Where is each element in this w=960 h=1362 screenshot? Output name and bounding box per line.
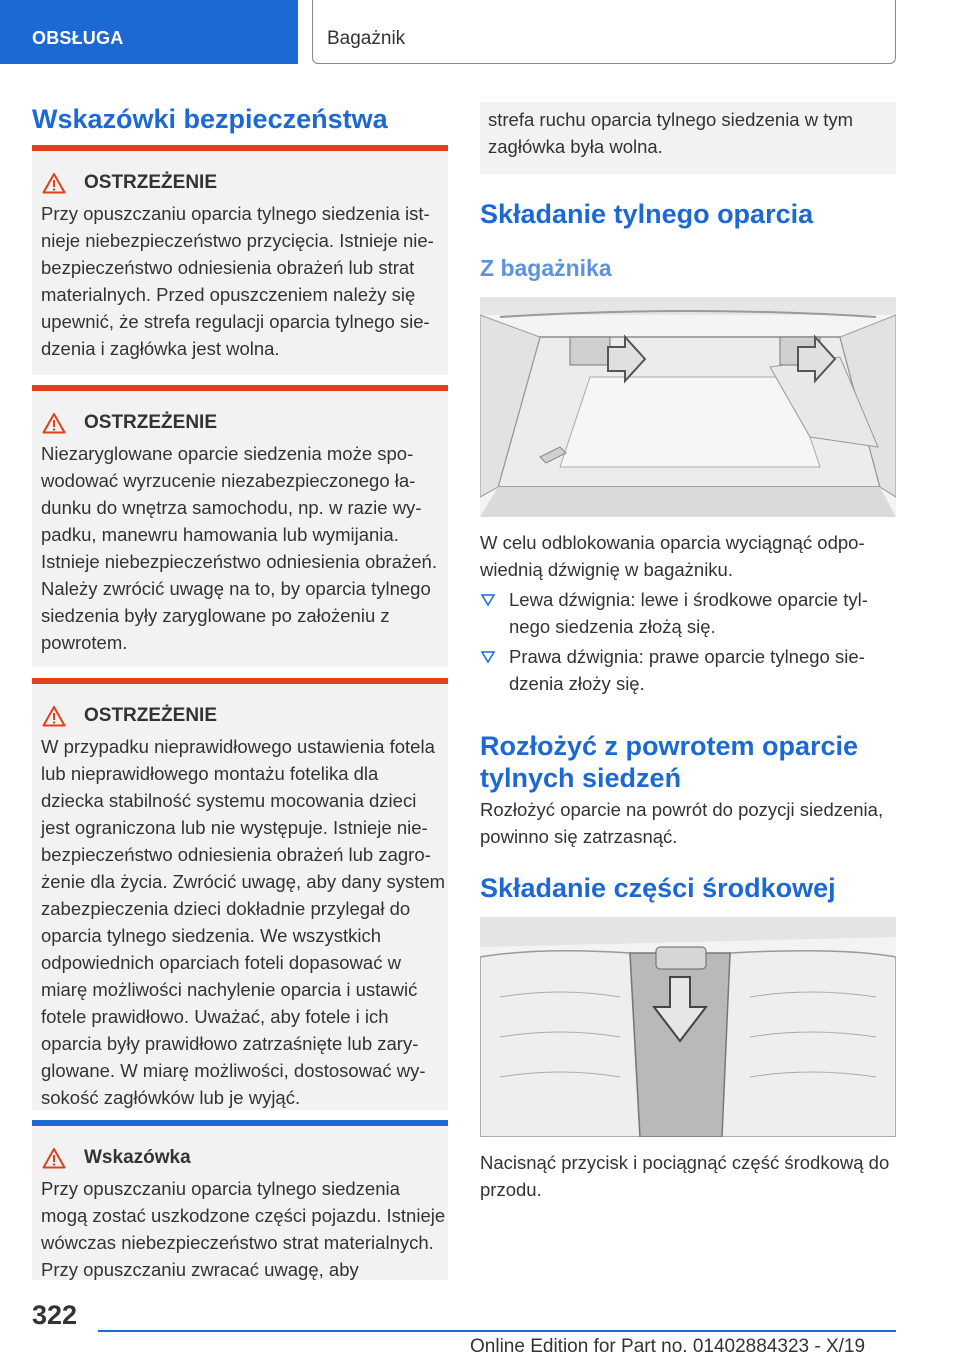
warning-triangle-icon xyxy=(42,172,66,194)
list-item-text: Lewa dźwignia: lewe i środkowe oparcie tylnego siedzenia złożą się. xyxy=(509,589,868,637)
note-text: Przy opuszczaniu oparcia tylnego siedzenia mogą zostać uszkodzone części pojazdu. Istnieje wówczas niebezpieczeństwo strat materialnych. Przy opuszczaniu zwracać uwagę, aby xyxy=(41,1178,446,1280)
rear-seat-illustration xyxy=(480,917,896,1137)
trunk-illustration xyxy=(480,297,896,517)
warning-box-1 xyxy=(32,145,448,375)
continued-text: strefa ruchu oparcia tylnego siedzenia w tym zagłówka była wolna. xyxy=(488,109,854,157)
list-item-text: Prawa dźwignia: prawe oparcie tylnego siedzenia złoży się. xyxy=(509,646,865,694)
center-armrest-image xyxy=(480,917,896,1137)
folding-heading: Składanie tylnego oparcia xyxy=(480,199,814,229)
center-paragraph: Nacisnąć przycisk i pociągnąć część środkową do przodu. xyxy=(480,1152,890,1200)
page-number: 322 xyxy=(32,1300,78,1330)
from-trunk-subheading: Z bagażnika xyxy=(480,255,612,281)
safety-heading: Wskazówki bezpieczeństwa xyxy=(32,104,388,134)
warning-bar xyxy=(32,145,448,151)
warning-triangle-icon xyxy=(42,412,66,434)
warning-title: OSTRZEŻENIE xyxy=(84,172,218,193)
edition-text: Online Edition for Part no. 01402884323 - X/19 xyxy=(470,1336,866,1357)
warning-box-2 xyxy=(32,385,448,667)
note-bar xyxy=(32,1120,448,1126)
warning-title: OSTRZEŻENIE xyxy=(84,412,218,433)
warning-title: OSTRZEŻENIE xyxy=(84,705,218,726)
note-box xyxy=(32,1120,448,1280)
chapter-header xyxy=(312,0,896,64)
warning-box-3 xyxy=(32,678,448,1110)
warning-triangle-icon xyxy=(42,705,66,727)
warning-bar xyxy=(32,385,448,391)
bullet-triangle-icon xyxy=(480,649,496,665)
bullet-triangle-icon xyxy=(480,592,496,608)
unfold-heading: Rozłożyć z powrotem oparcie tylnych siedzeń xyxy=(480,731,859,793)
warning-text: Przy opuszczaniu oparcia tylnego siedzenia istnieje niebezpieczeństwo przycięcia. Istnieje niebezpieczeństwo odniesienia obrażeń lub strat materialnych. Przed opuszczeniem należy się upewnić, że strefa regulacji oparcia tylnego siedzenia i zagłówka jest wolna. xyxy=(41,203,434,359)
warning-text: Niezaryglowane oparcie siedzenia może spowodować wyrzucenie niezabezpieczonego ładunku do wnętrza samochodu, np. w razie wypadku, manewru hamowania lub wymijania. Istnieje niebezpieczeństwo odniesienia obrażeń. Należy zwrócić uwagę na to, by oparcia tylnego siedzenia były zaryglowane po założeniu z powrotem. xyxy=(41,443,437,653)
unlock-paragraph: W celu odblokowania oparcia wyciągnąć odpowiednią dźwignię w bagażniku. xyxy=(480,532,865,580)
chapter-label: Bagażnik xyxy=(327,28,406,49)
warning-triangle-icon xyxy=(42,1147,66,1169)
unfold-paragraph: Rozłożyć oparcie na powrót do pozycji siedzenia, powinno się zatrzasnąć. xyxy=(480,799,884,847)
continued-box xyxy=(480,102,896,174)
section-label: OBSŁUGA xyxy=(32,28,124,48)
warning-bar xyxy=(32,678,448,684)
section-tab xyxy=(0,0,298,64)
center-section-heading: Składanie części środkowej xyxy=(480,873,836,903)
trunk-lever-image xyxy=(480,297,896,517)
footer-divider xyxy=(98,1330,896,1332)
warning-text: W przypadku nieprawidłowego ustawienia fotela lub nieprawidłowego montażu fotelika dla dziecka stabilność systemu mocowania dzieci jest ograniczona lub nie występuje. Istnieje niebezpieczeństwo odniesienia obrażeń lub zagrożenie dla życia. Zwrócić uwagę, aby dany system zabezpieczenia dzieci dokładnie przylegał do oparcia tylnego siedzenia. We wszystkich odpowiednich oparciach foteli dopasować w miarę możliwości nachylenie oparcia i ustawić fotele prawidłowo. Uważać, aby fotele i ich oparcia były prawidłowo zatrzaśnięte lub zaryglowane. W miarę możliwości, dostosować wysokość zagłówków lub je wyjąć. xyxy=(41,736,446,1108)
note-title: Wskazówka xyxy=(84,1147,191,1168)
